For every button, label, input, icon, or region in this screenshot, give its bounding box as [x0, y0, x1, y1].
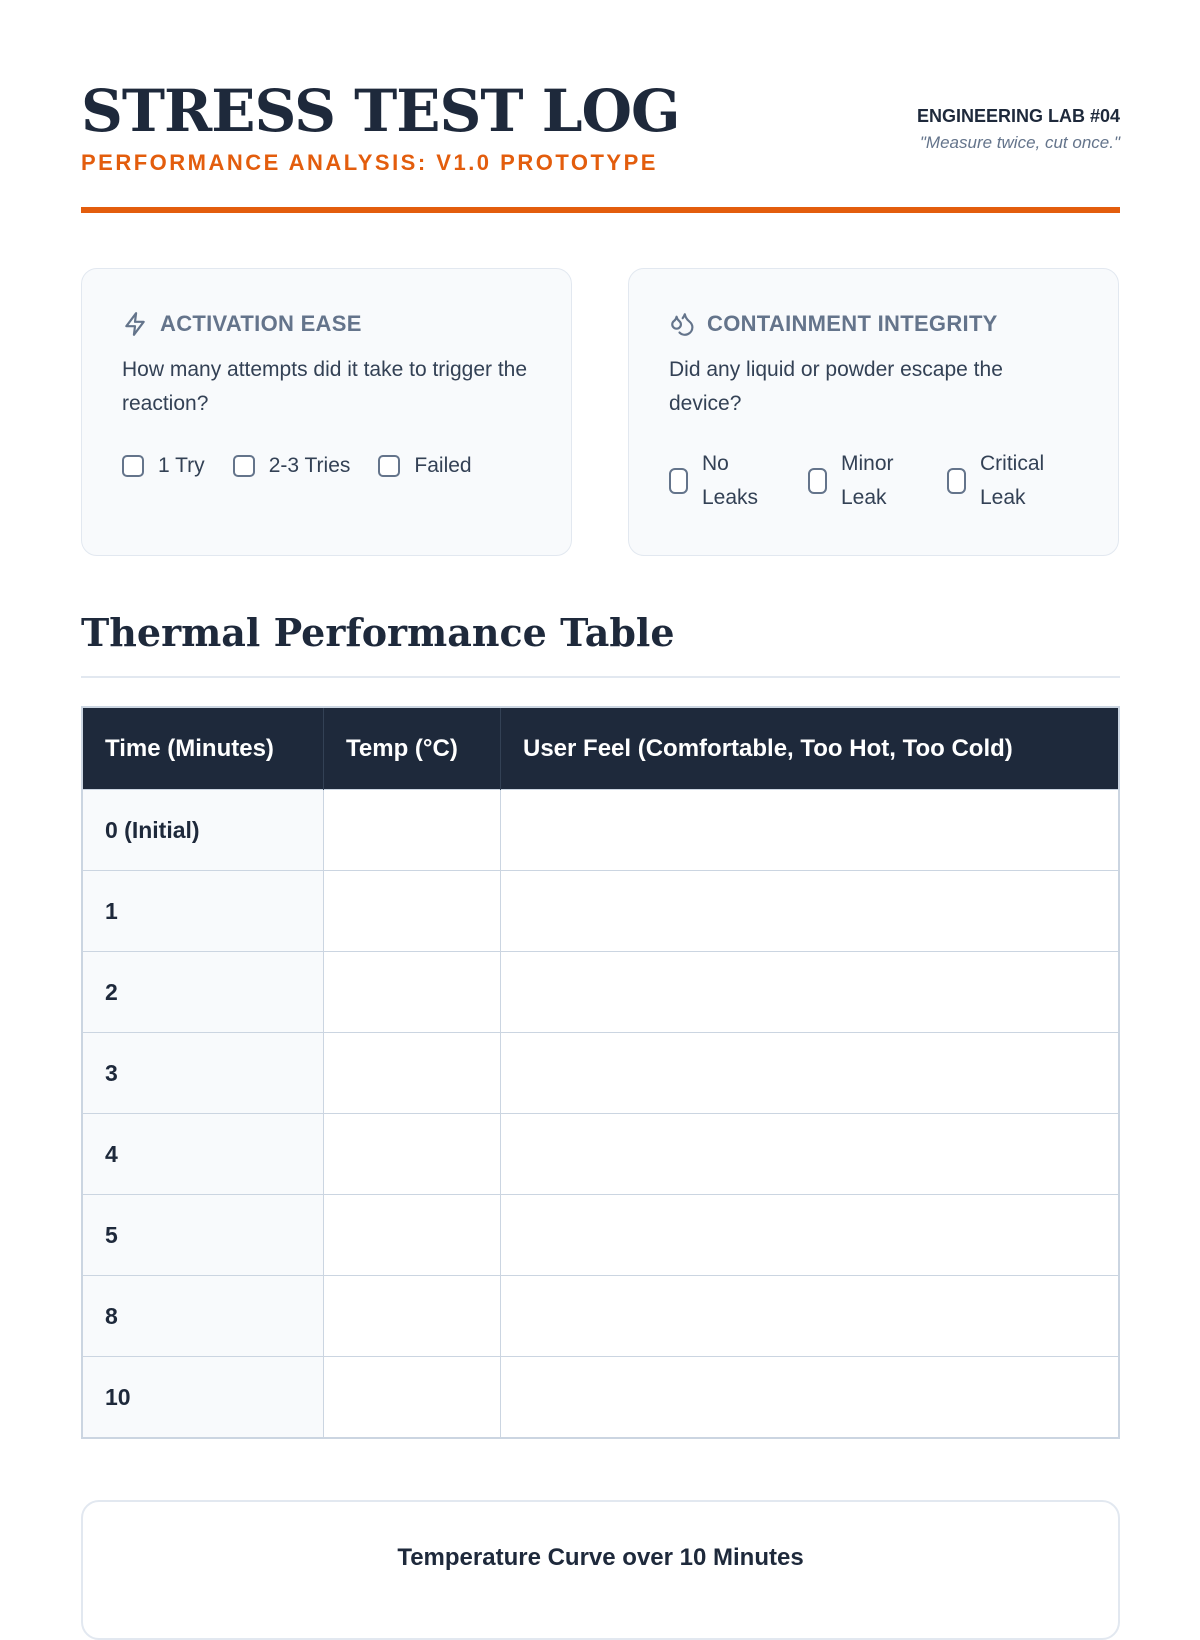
- table-row: [82, 952, 1119, 1033]
- table-row: [82, 790, 1119, 871]
- feel-cell[interactable]: [501, 1357, 1120, 1439]
- card-title: CONTAINMENT INTEGRITY: [707, 311, 998, 336]
- containment-integrity-card: [628, 268, 1119, 556]
- header-divider: [81, 207, 1120, 213]
- option-group: [122, 449, 500, 483]
- time-cell: 10: [82, 1357, 324, 1439]
- temp-cell[interactable]: [324, 790, 501, 871]
- page: [81, 0, 1120, 1571]
- option-minor-leak[interactable]: [808, 447, 911, 515]
- temp-cell[interactable]: [324, 871, 501, 952]
- option-no-leaks[interactable]: [669, 447, 772, 515]
- section-divider: [81, 676, 1120, 678]
- feel-cell[interactable]: [501, 1195, 1120, 1276]
- option-label: Critical Leak: [980, 452, 1045, 509]
- option-label: 1 Try: [158, 454, 205, 477]
- time-cell: 0 (Initial): [82, 790, 324, 871]
- table-section-title: Thermal Performance Table: [81, 610, 675, 655]
- option-2-3-tries[interactable]: [233, 449, 351, 483]
- time-cell: 4: [82, 1114, 324, 1195]
- option-critical-leak[interactable]: [947, 447, 1050, 515]
- time-cell: 5: [82, 1195, 324, 1276]
- feel-cell[interactable]: [501, 1276, 1120, 1357]
- table-row: [82, 1195, 1119, 1276]
- lab-label: ENGINEERING LAB #04: [916, 106, 1120, 126]
- header: [81, 0, 1120, 215]
- temp-cell[interactable]: [324, 1195, 501, 1276]
- feel-cell[interactable]: [501, 1033, 1120, 1114]
- column-header-time: Time (Minutes): [82, 707, 324, 790]
- table-row: [82, 871, 1119, 952]
- checkbox[interactable]: [122, 455, 144, 477]
- thermal-performance-table: [81, 706, 1120, 1439]
- table-header-row: [82, 707, 1119, 790]
- page-subtitle: PERFORMANCE ANALYSIS: V1.0 PROTOTYPE: [81, 150, 658, 175]
- card-header: [669, 311, 998, 337]
- option-label: 2-3 Tries: [268, 454, 351, 477]
- checklist-cards: [81, 268, 1120, 558]
- temp-cell[interactable]: [324, 1033, 501, 1114]
- feel-cell[interactable]: [501, 871, 1120, 952]
- option-group: [669, 447, 1086, 515]
- column-header-temp: Temp (°C): [324, 707, 501, 790]
- checkbox[interactable]: [233, 455, 255, 477]
- feel-cell[interactable]: [501, 952, 1120, 1033]
- temp-cell[interactable]: [324, 952, 501, 1033]
- temp-cell[interactable]: [324, 1114, 501, 1195]
- temp-cell[interactable]: [324, 1276, 501, 1357]
- lightning-icon: [122, 311, 148, 337]
- chart-title: Temperature Curve over 10 Minutes: [397, 1544, 804, 1571]
- option-1-try[interactable]: [122, 449, 205, 483]
- option-label: Failed: [414, 454, 472, 477]
- feel-cell[interactable]: [501, 790, 1120, 871]
- checkbox[interactable]: [669, 468, 688, 494]
- table-row: [82, 1114, 1119, 1195]
- checkbox[interactable]: [947, 468, 966, 494]
- checkbox[interactable]: [808, 468, 827, 494]
- card-title: ACTIVATION EASE: [160, 311, 362, 336]
- table-row: [82, 1276, 1119, 1357]
- activation-ease-card: [81, 268, 572, 556]
- checkbox[interactable]: [378, 455, 400, 477]
- option-label: Minor Leak: [841, 452, 894, 509]
- option-label: No Leaks: [702, 452, 759, 509]
- droplets-icon: [669, 311, 695, 337]
- temp-cell[interactable]: [324, 1357, 501, 1439]
- motto: "Measure twice, cut once.": [919, 133, 1120, 152]
- card-question: Did any liquid or powder escape the device?: [669, 358, 1003, 415]
- column-header-user-feel: User Feel (Comfortable, Too Hot, Too Cold): [501, 707, 1120, 790]
- card-header: [122, 311, 362, 337]
- option-failed[interactable]: [378, 449, 471, 483]
- card-question: How many attempts did it take to trigger the reaction?: [122, 358, 528, 415]
- time-cell: 1: [82, 871, 324, 952]
- table-row: [82, 1357, 1119, 1439]
- feel-cell[interactable]: [501, 1114, 1120, 1195]
- time-cell: 3: [82, 1033, 324, 1114]
- page-title: STRESS TEST LOG: [81, 77, 680, 145]
- table-row: [82, 1033, 1119, 1114]
- temperature-chart-card: [81, 1500, 1120, 1640]
- time-cell: 8: [82, 1276, 324, 1357]
- time-cell: 2: [82, 952, 324, 1033]
